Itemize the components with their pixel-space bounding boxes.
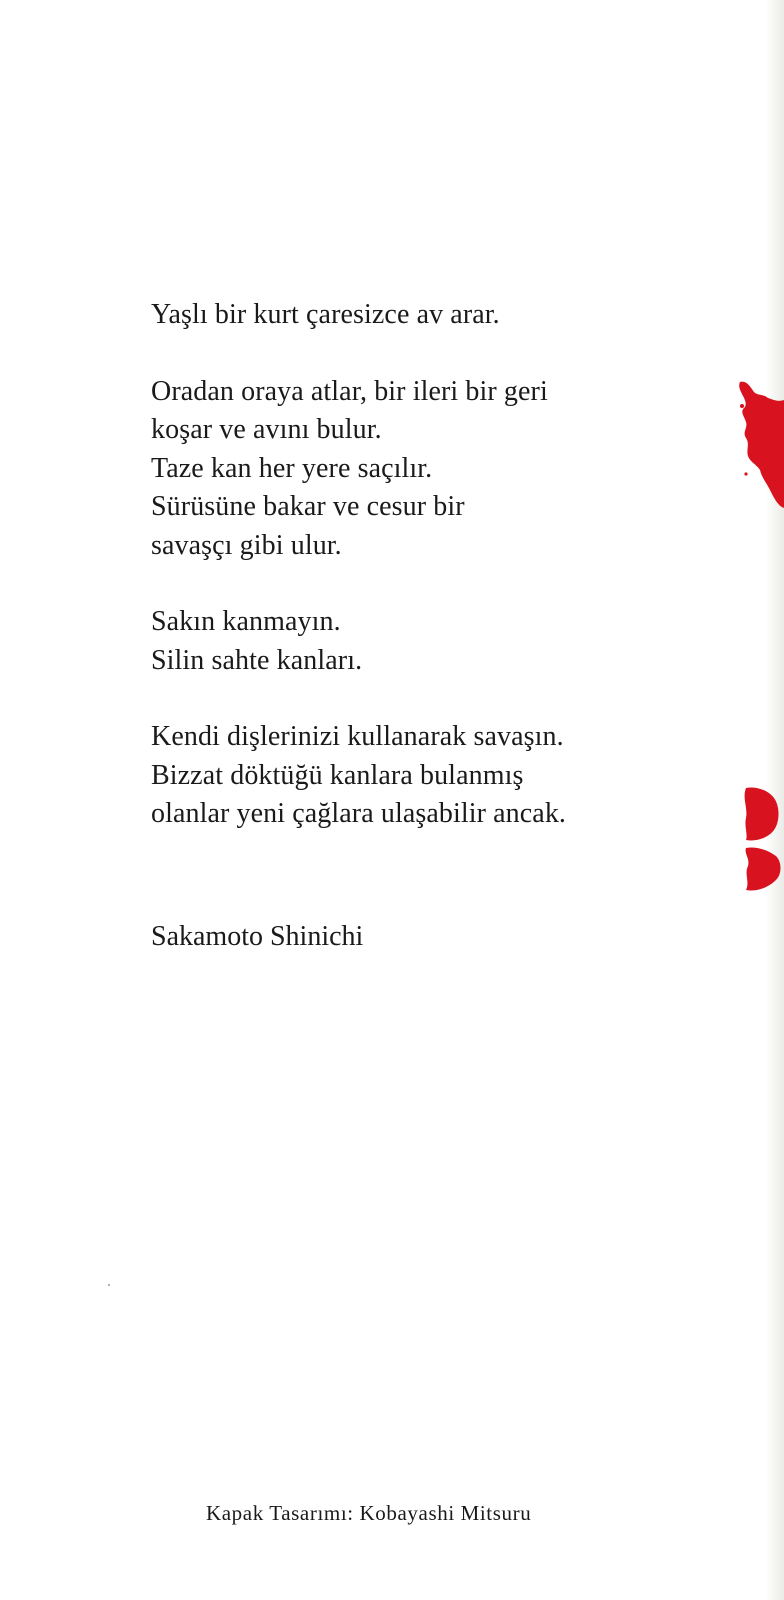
poem-line: Oradan oraya atlar, bir ileri bir geri [151, 375, 548, 407]
cover-design-credit: Kapak Tasarımı: Kobayashi Mitsuru [206, 1501, 532, 1525]
paper-speck [108, 1284, 110, 1286]
poem-stanza-1 [151, 296, 711, 335]
poem-line: koşar ve avını bulur. [151, 414, 382, 445]
poem-line: Sürüsüne bakar ve cesur bir [151, 491, 465, 522]
poem [151, 296, 711, 872]
blood-drop-icon [744, 846, 784, 892]
poem-line: savaşçı gibi ulur. [151, 529, 342, 561]
poem-line: Yaşlı bir kurt çaresizce av arar. [151, 299, 500, 330]
poem-line: olanlar yeni çağlara ulaşabilir ancak. [151, 798, 567, 829]
poem-stanza-4 [151, 718, 711, 834]
poem-stanza-2 [151, 373, 711, 566]
poem-line: Kendi dişlerinizi kullanarak savaşın. [151, 721, 564, 752]
poem-author: Sakamoto Shinichi [151, 921, 364, 952]
poem-line: Silin sahte kanları. [151, 644, 363, 676]
poem-line: Bizzat döktüğü kanlara bulanmış [151, 759, 524, 791]
poem-line: Sakın kanmayın. [151, 606, 341, 637]
blood-drop-icon [742, 786, 782, 842]
poem-line: Taze kan her yere saçılır. [151, 452, 433, 484]
poem-stanza-3 [151, 603, 711, 680]
blood-splatter-icon [738, 378, 784, 510]
